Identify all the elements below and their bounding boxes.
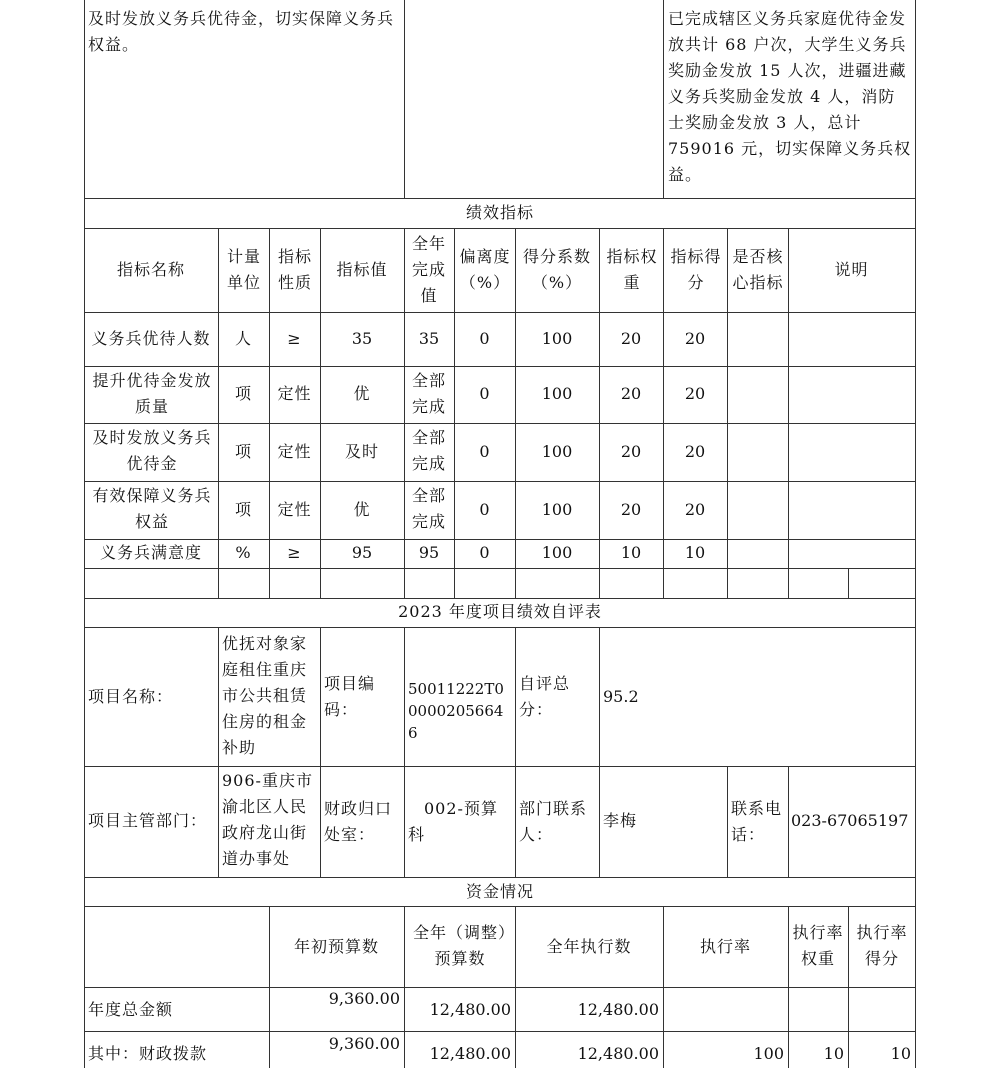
project-name-label: 项目名称： — [88, 687, 174, 706]
form-title: 2023 年度项目绩效自评表 — [398, 602, 602, 621]
header-actual: 全年完成值 — [411, 234, 446, 305]
finance-office-value: 002-预算科 — [408, 799, 498, 844]
header-target: 指标值 — [336, 260, 388, 279]
finance-office-label: 财政归口处室： — [324, 799, 393, 844]
funds-header-adjusted: 全年（调整）预算数 — [412, 923, 507, 968]
indicator-target: 95 — [351, 543, 373, 562]
indicator-unit: % — [235, 543, 252, 562]
funds-rate: 100 — [753, 1044, 784, 1063]
indicator-deviation: 0 — [479, 442, 490, 461]
funds-executed: 12,480.00 — [577, 1000, 659, 1019]
header-score: 指标得分 — [670, 247, 722, 292]
header-deviation: 偏离度（%） — [459, 247, 511, 292]
self-score-value: 95.2 — [603, 687, 639, 706]
indicator-actual: 全部完成 — [411, 428, 446, 473]
indicator-name: 及时发放义务兵优待金 — [92, 428, 212, 473]
funds-executed: 12,480.00 — [577, 1044, 659, 1063]
indicator-actual: 35 — [418, 329, 440, 348]
indicator-target: 及时 — [344, 442, 379, 461]
indicator-score: 10 — [684, 543, 706, 562]
funds-weight: 10 — [823, 1044, 844, 1063]
indicator-target: 优 — [353, 500, 371, 519]
phone-value: 023-67065197 — [791, 811, 909, 830]
project-code-label: 项目编码： — [324, 674, 376, 719]
header-coefficient: 得分系数（%） — [522, 247, 591, 292]
indicator-actual: 95 — [418, 543, 440, 562]
indicator-weight: 20 — [620, 384, 642, 403]
indicator-nature: ≥ — [287, 329, 302, 348]
indicator-nature: ≥ — [287, 543, 302, 562]
funds-row-label: 年度总金额 — [88, 1000, 174, 1019]
indicator-deviation: 0 — [479, 500, 490, 519]
indicator-deviation: 0 — [479, 384, 490, 403]
contact-label: 部门联系人： — [519, 799, 588, 844]
indicator-unit: 项 — [234, 384, 252, 403]
funds-initial: 9,360.00 — [328, 989, 400, 1008]
goal-text: 及时发放义务兵优待金，切实保障义务兵权益。 — [88, 9, 395, 54]
phone-label: 联系电话： — [731, 799, 783, 844]
indicator-nature: 定性 — [277, 500, 312, 519]
indicator-actual: 全部完成 — [411, 486, 446, 531]
header-core: 是否核心指标 — [732, 247, 784, 292]
indicator-score: 20 — [684, 384, 706, 403]
funds-header-score: 执行率得分 — [856, 923, 908, 968]
indicator-deviation: 0 — [479, 329, 490, 348]
indicator-weight: 10 — [620, 543, 642, 562]
indicator-name: 义务兵优待人数 — [91, 329, 211, 348]
indicator-score: 20 — [684, 500, 706, 519]
indicator-nature: 定性 — [277, 442, 312, 461]
indicator-nature: 定性 — [277, 384, 312, 403]
indicator-coefficient: 100 — [541, 543, 573, 562]
indicator-weight: 20 — [620, 500, 642, 519]
funds-header-weight: 执行率权重 — [792, 923, 844, 968]
funds-header-initial: 年初预算数 — [293, 937, 379, 956]
indicator-target: 优 — [353, 384, 371, 403]
indicator-unit: 项 — [234, 500, 252, 519]
indicator-score: 20 — [684, 442, 706, 461]
dept-value: 906-重庆市渝北区人民政府龙山街道办事处 — [222, 771, 313, 868]
indicator-weight: 20 — [620, 329, 642, 348]
perf-section-title: 绩效指标 — [465, 203, 534, 222]
indicator-deviation: 0 — [479, 543, 490, 562]
indicator-coefficient: 100 — [541, 500, 573, 519]
indicator-name: 提升优待金发放质量 — [92, 371, 212, 416]
indicator-name: 有效保障义务兵权益 — [92, 486, 212, 531]
header-unit: 计量单位 — [226, 247, 261, 292]
dept-label: 项目主管部门： — [88, 811, 208, 830]
funds-section-title: 资金情况 — [465, 882, 534, 901]
funds-adjusted: 12,480.00 — [429, 1000, 511, 1019]
header-weight: 指标权重 — [606, 247, 658, 292]
indicator-weight: 20 — [620, 442, 642, 461]
indicator-actual: 全部完成 — [411, 371, 446, 416]
funds-initial: 9,360.00 — [328, 1034, 400, 1053]
indicator-coefficient: 100 — [541, 442, 573, 461]
funds-header-executed: 全年执行数 — [546, 937, 632, 956]
indicator-score: 20 — [684, 329, 706, 348]
contact-value: 李梅 — [603, 811, 638, 830]
completion-text: 已完成辖区义务兵家庭优待金发放共计 68 户次，大学生义务兵奖励金发放 15 人次，进疆进藏义务兵奖励金发放 4 人，消防士奖励金发放 3 人，总计 759016 元，切实保障义务兵权益。 — [668, 9, 912, 184]
funds-score: 10 — [890, 1044, 911, 1063]
project-name-value: 优抚对象家庭租住重庆市公共租赁住房的租金补助 — [222, 634, 308, 757]
header-note: 说明 — [834, 260, 869, 279]
indicator-unit: 项 — [234, 442, 252, 461]
indicator-coefficient: 100 — [541, 384, 573, 403]
funds-row-label: 其中：财政拨款 — [88, 1044, 208, 1063]
funds-header-rate: 执行率 — [699, 937, 751, 956]
header-indicator-name: 指标名称 — [116, 260, 185, 279]
self-score-label: 自评总分： — [519, 674, 571, 719]
indicator-name: 义务兵满意度 — [99, 543, 202, 562]
indicator-unit: 人 — [234, 329, 252, 348]
indicator-coefficient: 100 — [541, 329, 573, 348]
indicator-target: 35 — [351, 329, 373, 348]
project-code-value: 50011222T000002056646 — [408, 680, 504, 742]
funds-adjusted: 12,480.00 — [429, 1044, 511, 1063]
header-nature: 指标性质 — [277, 247, 312, 292]
